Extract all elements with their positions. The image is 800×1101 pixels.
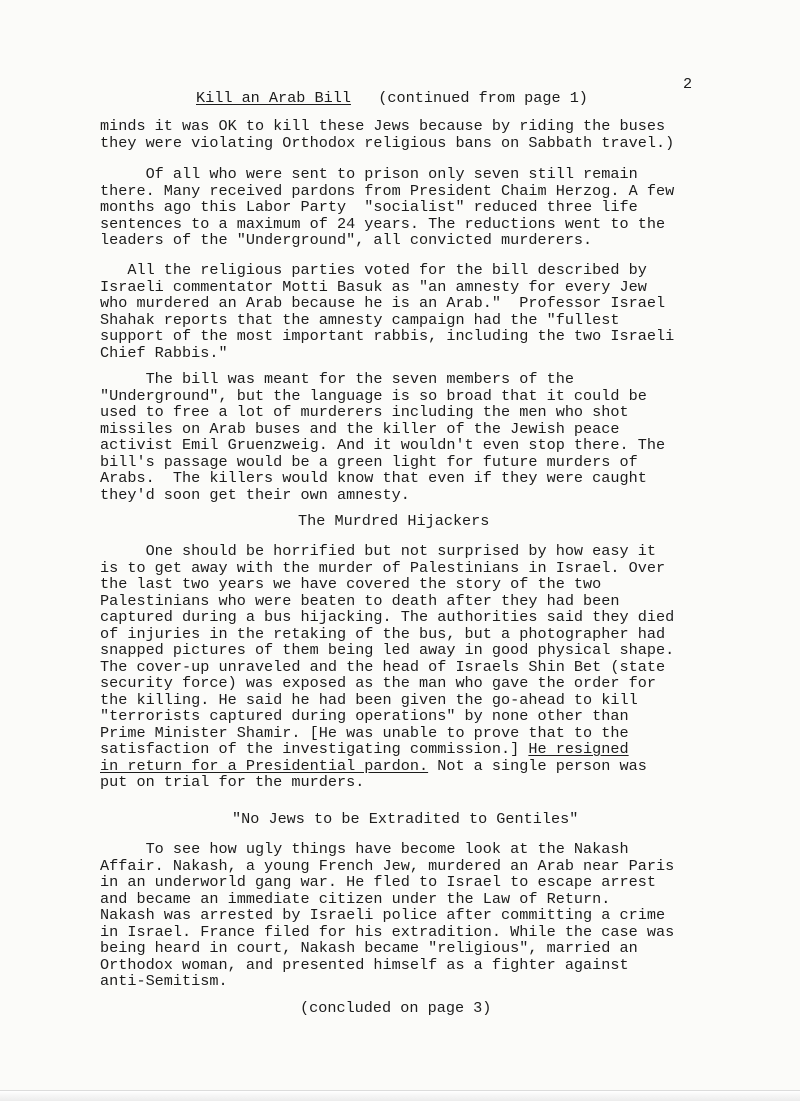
text-segment: Not a single person was — [428, 756, 647, 775]
text-line: Shahak reports that the amnesty campaign had the "fullest — [100, 310, 620, 329]
text-line: Palestinians who were beaten to death after they had been — [100, 591, 620, 610]
text-line: The bill was meant for the seven members of the — [100, 370, 574, 388]
header-continuation: (continued from page 1) — [378, 89, 588, 107]
text-line: bill's passage would be a green light for future murders of — [100, 452, 638, 471]
underlined-text: He resigned — [528, 740, 629, 758]
text-line: Prime Minister Shamir. [He was unable to prove that to the — [100, 723, 629, 742]
text-line: sentences to a maximum of 24 years. The reductions went to the — [100, 214, 666, 233]
text-line: Chief Rabbis." — [100, 343, 228, 362]
text-line: they'd soon get their own amnesty. — [100, 485, 410, 504]
section-heading-extradition: "No Jews to be Extradited to Gentiles" — [232, 810, 579, 828]
paragraph-6 — [100, 841, 700, 990]
text-line: the last two years we have covered the story of the two — [100, 575, 602, 593]
text-line: Nakash was arrested by Israeli police after committing a crime — [100, 906, 666, 924]
text-line: the killing. He said he had been given the go-ahead to kill — [100, 690, 638, 709]
text-line: Affair. Nakash, a young French Jew, murdered an Arab near Paris — [100, 856, 675, 875]
paragraph-4 — [100, 371, 700, 503]
text-line: "terrorists captured during operations" by none other than — [100, 707, 629, 725]
text-line: is to get away with the murder of Palestinians in Israel. Over — [100, 558, 666, 577]
text-line: of injuries in the retaking of the bus, but a photographer had — [100, 624, 666, 643]
page-footer: (concluded on page 3) — [300, 999, 492, 1017]
text-line: To see how ugly things have become look at the Nakash — [100, 840, 629, 858]
header-title: Kill an Arab Bill — [196, 89, 351, 107]
text-line: there. Many received pardons from President Chaim Herzog. A few — [100, 181, 675, 200]
text-line: in Israel. France filed for his extradition. While the case was — [100, 922, 675, 941]
page-number: 2 — [683, 75, 693, 93]
text-line: Orthodox woman, and presented himself as a fighter against — [100, 955, 629, 974]
paragraph-5 — [100, 543, 700, 791]
text-line: missiles on Arab buses and the killer of the Jewish peace — [100, 419, 620, 438]
text-line: activist Emil Gruenzweig. And it wouldn't even stop there. The — [100, 436, 666, 454]
text-line: anti-Semitism. — [100, 972, 228, 990]
text-line: All the religious parties voted for the bill described by — [100, 261, 647, 279]
text-line: in an underworld gang war. He fled to Israel to escape arrest — [100, 873, 656, 891]
text-line-with-underline — [100, 758, 700, 775]
text-line: minds it was OK to kill these Jews because by riding the buses — [100, 117, 666, 135]
paragraph-1 — [100, 118, 700, 151]
paragraph-3 — [100, 262, 700, 361]
text-line: The cover-up unraveled and the head of Israels Shin Bet (state — [100, 657, 666, 676]
text-line: captured during a bus hijacking. The authorities said they died — [100, 608, 675, 626]
text-line: Arabs. The killers would know that even if they were caught — [100, 469, 647, 487]
page-bottom-edge — [0, 1090, 800, 1101]
text-line: put on trial for the murders. — [100, 773, 365, 791]
text-line: "Underground", but the language is so broad that it could be — [100, 386, 647, 405]
page-header — [196, 90, 588, 107]
text-line: used to free a lot of murderers including the men who shot — [100, 403, 629, 421]
section-heading-hijackers: The Murdred Hijackers — [298, 512, 490, 530]
text-line: Of all who were sent to prison only seven still remain — [100, 165, 638, 183]
text-line: Israeli commentator Motti Basuk as "an amnesty for every Jew — [100, 277, 647, 296]
text-line: snapped pictures of them being led away in good physical shape. — [100, 641, 675, 659]
text-line: security force) was exposed as the man who gave the order for — [100, 674, 656, 692]
paragraph-2 — [100, 166, 700, 249]
text-line-with-underline — [100, 741, 700, 758]
text-line: being heard in court, Nakash became "religious", married an — [100, 939, 638, 957]
text-segment: satisfaction of the investigating commission.] — [100, 740, 529, 758]
underlined-text: in return for a Presidential pardon. — [100, 756, 429, 775]
text-line: who murdered an Arab because he is an Arab." Professor Israel — [100, 294, 666, 312]
text-line: they were violating Orthodox religious bans on Sabbath travel.) — [100, 133, 675, 152]
text-line: support of the most important rabbis, including the two Israeli — [100, 327, 675, 345]
text-line: One should be horrified but not surprised by how easy it — [100, 542, 656, 560]
text-line: and became an immediate citizen under the Law of Return. — [100, 889, 611, 908]
text-line: months ago this Labor Party "socialist" reduced three life — [100, 198, 638, 216]
text-line: leaders of the "Underground", all convicted murderers. — [100, 231, 593, 249]
